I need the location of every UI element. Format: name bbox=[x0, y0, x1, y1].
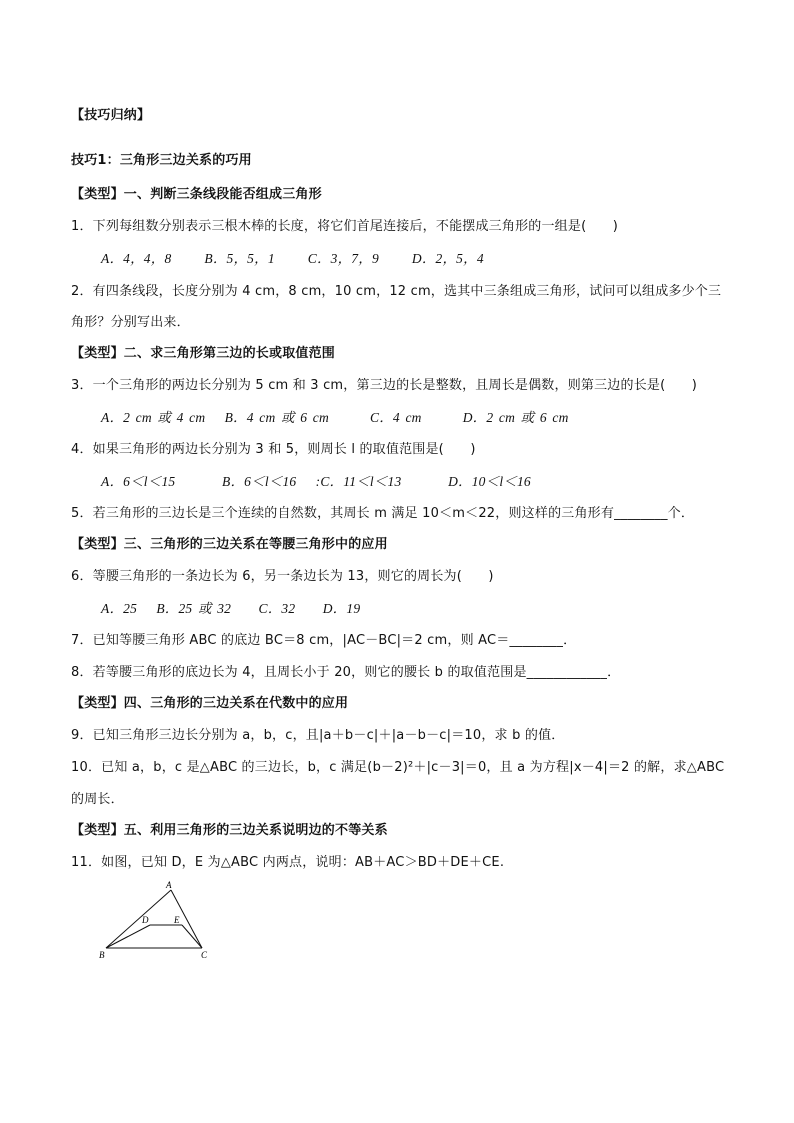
type-heading-5: 【类型】五、利用三角形的三边关系说明边的不等关系 bbox=[71, 823, 388, 838]
type-heading-4: 【类型】四、三角形的三边关系在代数中的应用 bbox=[71, 696, 349, 711]
question-10-line-2: 的周长． bbox=[71, 792, 124, 807]
question-1-options: A．4，4，8 B．5，5，1 C．3，7，9 D．2，5，4 bbox=[101, 251, 484, 266]
type-heading-2: 【类型】二、求三角形第三边的长或取值范围 bbox=[71, 346, 336, 361]
section-title: 【技巧归纳】 bbox=[71, 108, 151, 123]
question-3-options: A．2 cm 或 4 cm B．4 cm 或 6 cm C．4 cm D．2 cm 或 6 cm bbox=[101, 410, 569, 425]
triangle-figure bbox=[94, 878, 214, 962]
label-e: E bbox=[174, 915, 180, 925]
question-6: 6．等腰三角形的一条边长为 6，另一条边长为 13，则它的周长为( ) bbox=[71, 569, 494, 584]
question-2-line-1: 2．有四条线段，长度分别为 4 cm，8 cm，10 cm，12 cm，选其中三条组成三角形，试问可以组成多少个三 bbox=[71, 284, 722, 299]
label-a: A bbox=[166, 880, 172, 890]
label-c: C bbox=[201, 950, 208, 960]
question-8: 8．若等腰三角形的底边长为 4，且周长小于 20，则它的腰长 b 的取值范围是____________． bbox=[71, 665, 621, 680]
question-4-options: A．6＜l＜15 B．6＜l＜16 :C．11＜l＜13 D．10＜l＜16 bbox=[101, 474, 531, 489]
question-2-line-2: 角形？分别写出来． bbox=[71, 315, 190, 330]
question-7: 7．已知等腰三角形 ABC 的底边 BC＝8 cm，|AC－BC|＝2 cm，则 AC＝________． bbox=[71, 633, 577, 648]
skill-title: 技巧1：三角形三边关系的巧用 bbox=[71, 153, 252, 168]
question-3: 3．一个三角形的两边长分别为 5 cm 和 3 cm，第三边的长是整数，且周长是偶数，则第三边的长是( ) bbox=[71, 378, 698, 393]
question-9: 9．已知三角形三边长分别为 a，b，c，且|a＋b－c|＋|a－b－c|＝10，求 b 的值． bbox=[71, 728, 565, 743]
edge-ab bbox=[106, 890, 171, 948]
question-10-line-1: 10．已知 a，b，c 是△ABC 的三边长，b，c 满足(b－2)²＋|c－3|＝0，且 a 为方程|x－4|＝2 的解，求△ABC bbox=[71, 760, 725, 775]
label-b: B bbox=[99, 950, 105, 960]
question-11: 11．如图，已知 D，E 为△ABC 内两点，说明：AB＋AC＞BD＋DE＋CE. bbox=[71, 855, 505, 870]
question-5: 5．若三角形的三边长是三个连续的自然数，其周长 m 满足 10＜m＜22，则这样的三角形有________个． bbox=[71, 506, 695, 521]
label-d: D bbox=[142, 915, 149, 925]
question-6-options: A．25 B．25 或 32 C．32 D．19 bbox=[101, 601, 361, 616]
question-4: 4．如果三角形的两边长分别为 3 和 5，则周长 l 的取值范围是( ) bbox=[71, 442, 476, 457]
type-heading-3: 【类型】三、三角形的三边关系在等腰三角形中的应用 bbox=[71, 537, 388, 552]
question-1: 1．下列每组数分别表示三根木棒的长度，将它们首尾连接后，不能摆成三角形的一组是( ) bbox=[71, 219, 619, 234]
type-heading-1: 【类型】一、判断三条线段能否组成三角形 bbox=[71, 187, 322, 202]
